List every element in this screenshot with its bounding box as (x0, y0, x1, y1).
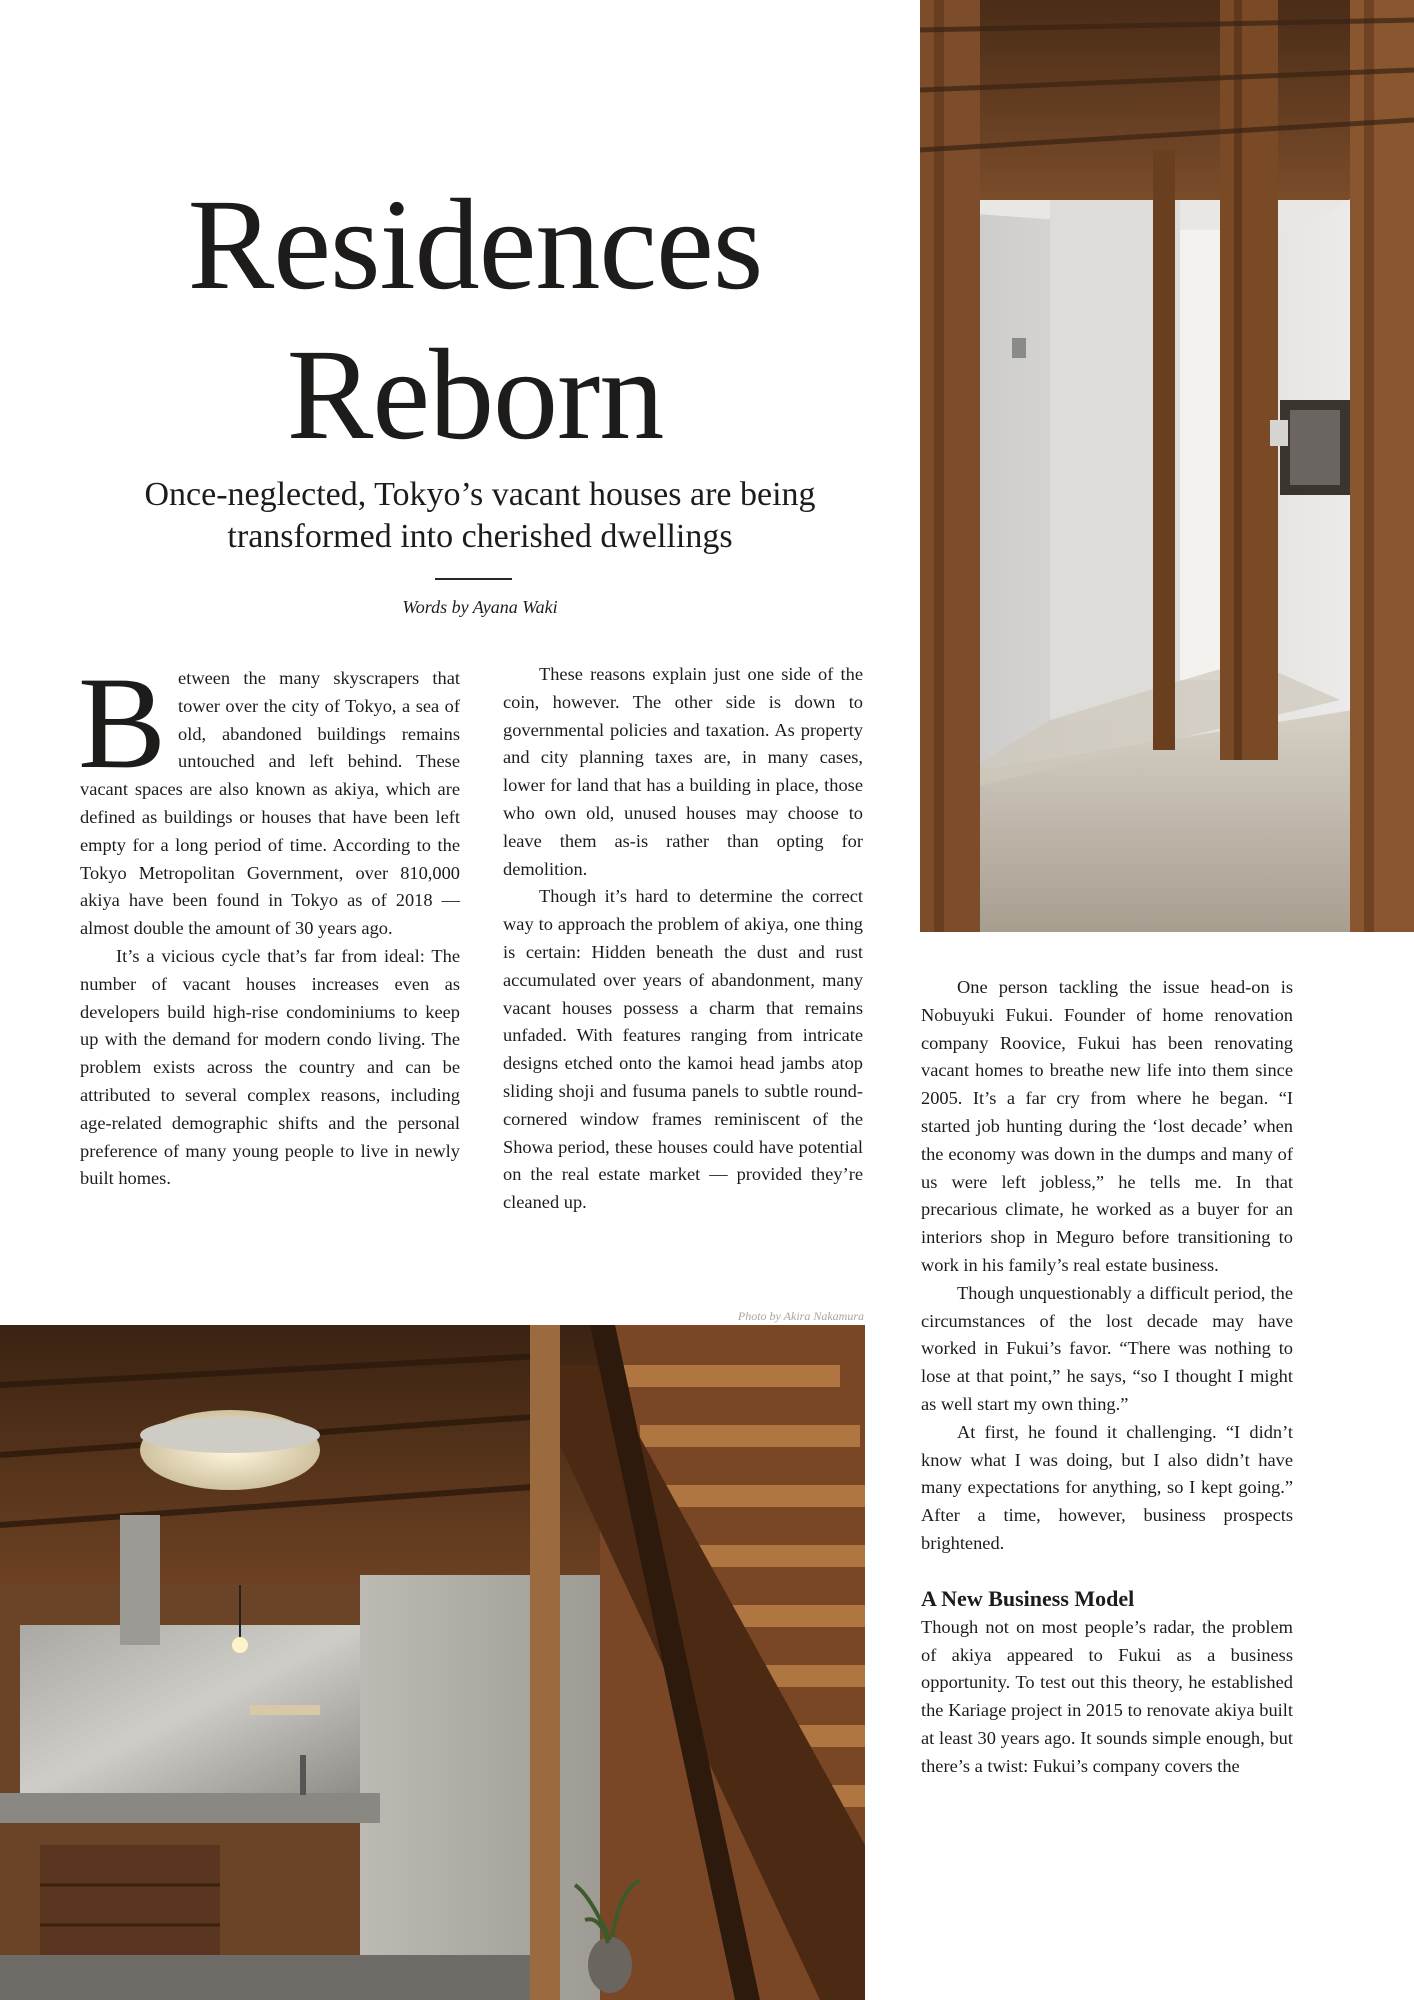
section-heading: A New Business Model (921, 1585, 1135, 1611)
kitchen-stair-photo (0, 1325, 865, 2000)
corridor-photo (920, 0, 1414, 932)
corridor-photo-illustration (920, 0, 1414, 932)
paragraph: These reasons explain just one side of the coin, however. The other side is down to governmental policies and taxation. As property and city planning taxes are, in many cases, lower for land that has a building in place, those who own old, unused houses may choose to leave them as-is rather than opting for demolition. (503, 664, 863, 879)
photo-credit: Photo by Akira Nakamura (737, 1309, 864, 1323)
paragraph: etween the many skyscrapers that tower over the city of Tokyo, a sea of old, abandoned buildings remains untouched and left behind. These vacant spaces are also known as akiya, which are defined as buildings or houses that have been left empty for a long period of time. According to the Tokyo Metropolitan Government, over 810,000 akiya have been found in Tokyo as of 2018 — almost double the amount of 30 years ago. (80, 668, 460, 939)
paragraph: Though unquestionably a difficult period, the circumstances of the lost decade may have worked in Fukui’s favor. “There was nothing to lose at that point,” he says, “so I thought I might as well start my own thing.” (921, 1282, 1293, 1414)
title-divider (435, 578, 512, 580)
drop-cap: B (78, 649, 167, 796)
article-column-1 (78, 649, 460, 1193)
paragraph: Though not on most people’s radar, the problem of akiya appeared to Fukui as a business opportunity. To test out this theory, he established the Kariage project in 2015 to renovate akiya built at least 30 years ago. It sounds simple enough, but there’s a twist: Fukui’s company covers the (921, 1616, 1293, 1776)
article-column-3 (921, 974, 1293, 1781)
paragraph: One person tackling the issue head-on is Nobuyuki Fukui. Founder of home renovation company Roovice, Fukui has been renovating vacant homes to breathe new life into them since 2005. It’s a far cry from where he began. “I started job hunting during the ‘lost decade’ when the economy was down in the dumps and many of us were left jobless,” he tells me. In that precarious climate, he worked as a buyer for an interiors shop in Meguro before transitioning to work in his family’s real estate business. (921, 977, 1293, 1275)
title-line-2: Reborn (286, 323, 664, 467)
article-subtitle: Once-neglected, Tokyo’s vacant houses are being transformed into cherished dwellings (144, 476, 816, 555)
article-column-2 (503, 661, 863, 1217)
title-line-1: Residences (187, 173, 763, 317)
article-title (90, 170, 860, 470)
byline: Words by Ayana Waki (402, 597, 558, 617)
paragraph: It’s a vicious cycle that’s far from ideal: The number of vacant houses increases even as developers build high-rise condominiums to keep up with the demand for modern condo living. The problem exists across the country and can be attributed to several complex reasons, including age-related demographic shifts and the personal preference of many young people to live in newly built homes. (80, 945, 460, 1189)
kitchen-stair-photo-illustration (0, 1325, 865, 2000)
paragraph: Though it’s hard to determine the correct way to approach the problem of akiya, one thing is certain: Hidden beneath the dust and rust accumulated over years of abandonment, many vacant houses possess a charm that remains unfaded. With features ranging from intricate designs etched onto the kamoi head jambs atop sliding shoji and fusuma panels to subtle round-cornered window frames reminiscent of the Showa period, these houses could have potential on the real estate market — provided they’re cleaned up. (503, 886, 863, 1213)
paragraph: At first, he found it challenging. “I didn’t know what I was doing, but I also didn’t have many expectations for anything, so I kept going.” After a time, however, business prospects brightened. (921, 1421, 1293, 1553)
